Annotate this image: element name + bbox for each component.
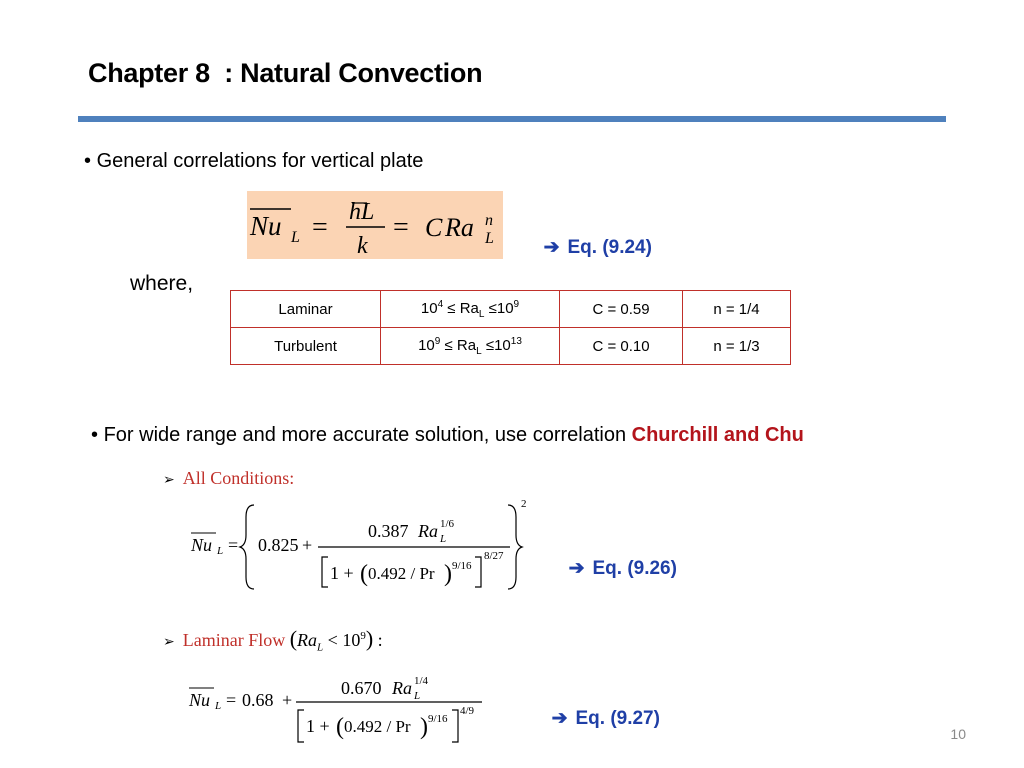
eq-ref-9-27 bbox=[541, 685, 660, 730]
svg-text:): ) bbox=[420, 714, 428, 740]
eq-ref-9-24 bbox=[533, 214, 652, 259]
equation-9-26 bbox=[188, 495, 533, 600]
svg-text:L: L bbox=[215, 700, 222, 712]
right-arrow-icon: ➔ bbox=[543, 237, 560, 258]
bullet-highlight: Churchill and Chu bbox=[631, 424, 804, 446]
eq24-ra: Ra bbox=[445, 213, 474, 242]
svg-text:L: L bbox=[217, 545, 224, 557]
arrow-bullet-icon: ➢ bbox=[163, 635, 175, 650]
laminar-flow-heading: ➢ Laminar Flow $(Ra_L < 10^9)$ : bbox=[163, 626, 383, 654]
eq-ref-9-24-label: Eq. (9.24) bbox=[567, 237, 652, 258]
eq24-denominator: k bbox=[357, 233, 368, 259]
all-conditions-label: All Conditions bbox=[182, 468, 290, 488]
svg-text:Nu: Nu bbox=[189, 690, 211, 710]
eq-ref-9-26-label: Eq. (9.26) bbox=[592, 558, 677, 579]
svg-text:=: = bbox=[228, 535, 239, 555]
table-cell-range: $10^9 \le Ra_L \le 10^{13}$ bbox=[381, 328, 560, 365]
svg-text:=: = bbox=[226, 690, 237, 710]
svg-text:=: = bbox=[312, 212, 328, 243]
equation-9-24 bbox=[247, 191, 503, 259]
equation-9-24-graphic bbox=[247, 191, 503, 259]
slide-title: Chapter 8 : Natural Convection bbox=[88, 58, 483, 88]
right-arrow-icon: ➔ bbox=[568, 558, 585, 579]
laminar-condition: < 10 bbox=[327, 630, 361, 650]
eq26-square: 2 bbox=[521, 498, 527, 510]
table-cell-c: C = 0.59 bbox=[560, 291, 683, 328]
svg-text:1 +: 1 + bbox=[330, 563, 354, 583]
eq24-nu-sub: L bbox=[291, 229, 300, 246]
equation-9-27-graphic bbox=[186, 672, 486, 746]
eq27-ra-exp: 1/4 bbox=[414, 675, 429, 687]
all-conditions-heading: ➢ All Conditions: bbox=[163, 468, 295, 488]
correlation-table bbox=[230, 290, 791, 365]
svg-text:(: ( bbox=[336, 714, 344, 740]
eq26-const: 0.825 bbox=[258, 535, 299, 555]
arrow-bullet-icon: ➢ bbox=[163, 473, 175, 488]
svg-text:Ra: Ra bbox=[392, 678, 412, 698]
eq27-num-coef: 0.670 bbox=[341, 678, 382, 698]
table-row bbox=[231, 328, 791, 365]
svg-text:L: L bbox=[440, 533, 447, 545]
svg-text:0.492 / Pr: 0.492 / Pr bbox=[344, 717, 411, 736]
table-cell-n: n = 1/3 bbox=[683, 328, 791, 365]
svg-text:): ) bbox=[444, 561, 452, 587]
table-cell-regime: Laminar bbox=[231, 291, 381, 328]
page-number: 10 bbox=[950, 726, 966, 742]
eq-ref-9-27-label: Eq. (9.27) bbox=[575, 708, 660, 729]
svg-text:Ra: Ra bbox=[418, 521, 438, 541]
svg-text:1 +: 1 + bbox=[306, 716, 330, 736]
bullet-dot: • bbox=[91, 424, 99, 446]
eq24-c: C bbox=[425, 213, 443, 242]
svg-text:+: + bbox=[282, 690, 293, 710]
bullet-dot: • bbox=[84, 150, 92, 172]
svg-text:Nu: Nu bbox=[191, 535, 213, 555]
eq26-inner-exp: 9/16 bbox=[452, 560, 472, 572]
bullet-text: For wide range and more accurate solution, use correlation bbox=[103, 424, 632, 446]
table-row bbox=[231, 291, 791, 328]
right-arrow-icon: ➔ bbox=[551, 708, 568, 729]
bullet-churchill-chu bbox=[91, 424, 804, 447]
bullet-general-correlations bbox=[84, 150, 423, 173]
eq24-nu: Nu bbox=[250, 211, 282, 241]
eq26-num-coef: 0.387 bbox=[368, 521, 409, 541]
table-cell-n: n = 1/4 bbox=[683, 291, 791, 328]
where-label: where, bbox=[130, 272, 194, 295]
eq-ref-9-26 bbox=[558, 535, 677, 580]
equation-9-27 bbox=[186, 672, 486, 751]
eq24-numerator: hL bbox=[349, 199, 375, 225]
eq24-sub: L bbox=[485, 230, 494, 247]
svg-text:(: ( bbox=[360, 561, 368, 587]
laminar-flow-label: Laminar Flow bbox=[182, 630, 286, 650]
table-cell-regime: Turbulent bbox=[231, 328, 381, 365]
svg-text:=: = bbox=[393, 212, 409, 243]
eq26-outer-exp: 8/27 bbox=[484, 550, 504, 562]
eq27-const: 0.68 bbox=[242, 690, 274, 710]
table-cell-range: $10^4 \le Ra_L \le 10^9$ bbox=[381, 291, 560, 328]
eq26-ra-exp: 1/6 bbox=[440, 518, 455, 530]
bullet-text: General correlations for vertical plate bbox=[96, 150, 424, 172]
eq24-exp: n bbox=[485, 212, 493, 229]
equation-9-26-graphic bbox=[188, 495, 533, 595]
svg-text:L: L bbox=[414, 690, 421, 702]
svg-text:+: + bbox=[302, 535, 313, 555]
title-divider bbox=[78, 116, 946, 122]
eq27-inner-exp: 9/16 bbox=[428, 713, 448, 725]
eq27-outer-exp: 4/9 bbox=[460, 705, 475, 717]
table-cell-c: C = 0.10 bbox=[560, 328, 683, 365]
eq26-inner: 0.492 / Pr bbox=[368, 564, 435, 583]
